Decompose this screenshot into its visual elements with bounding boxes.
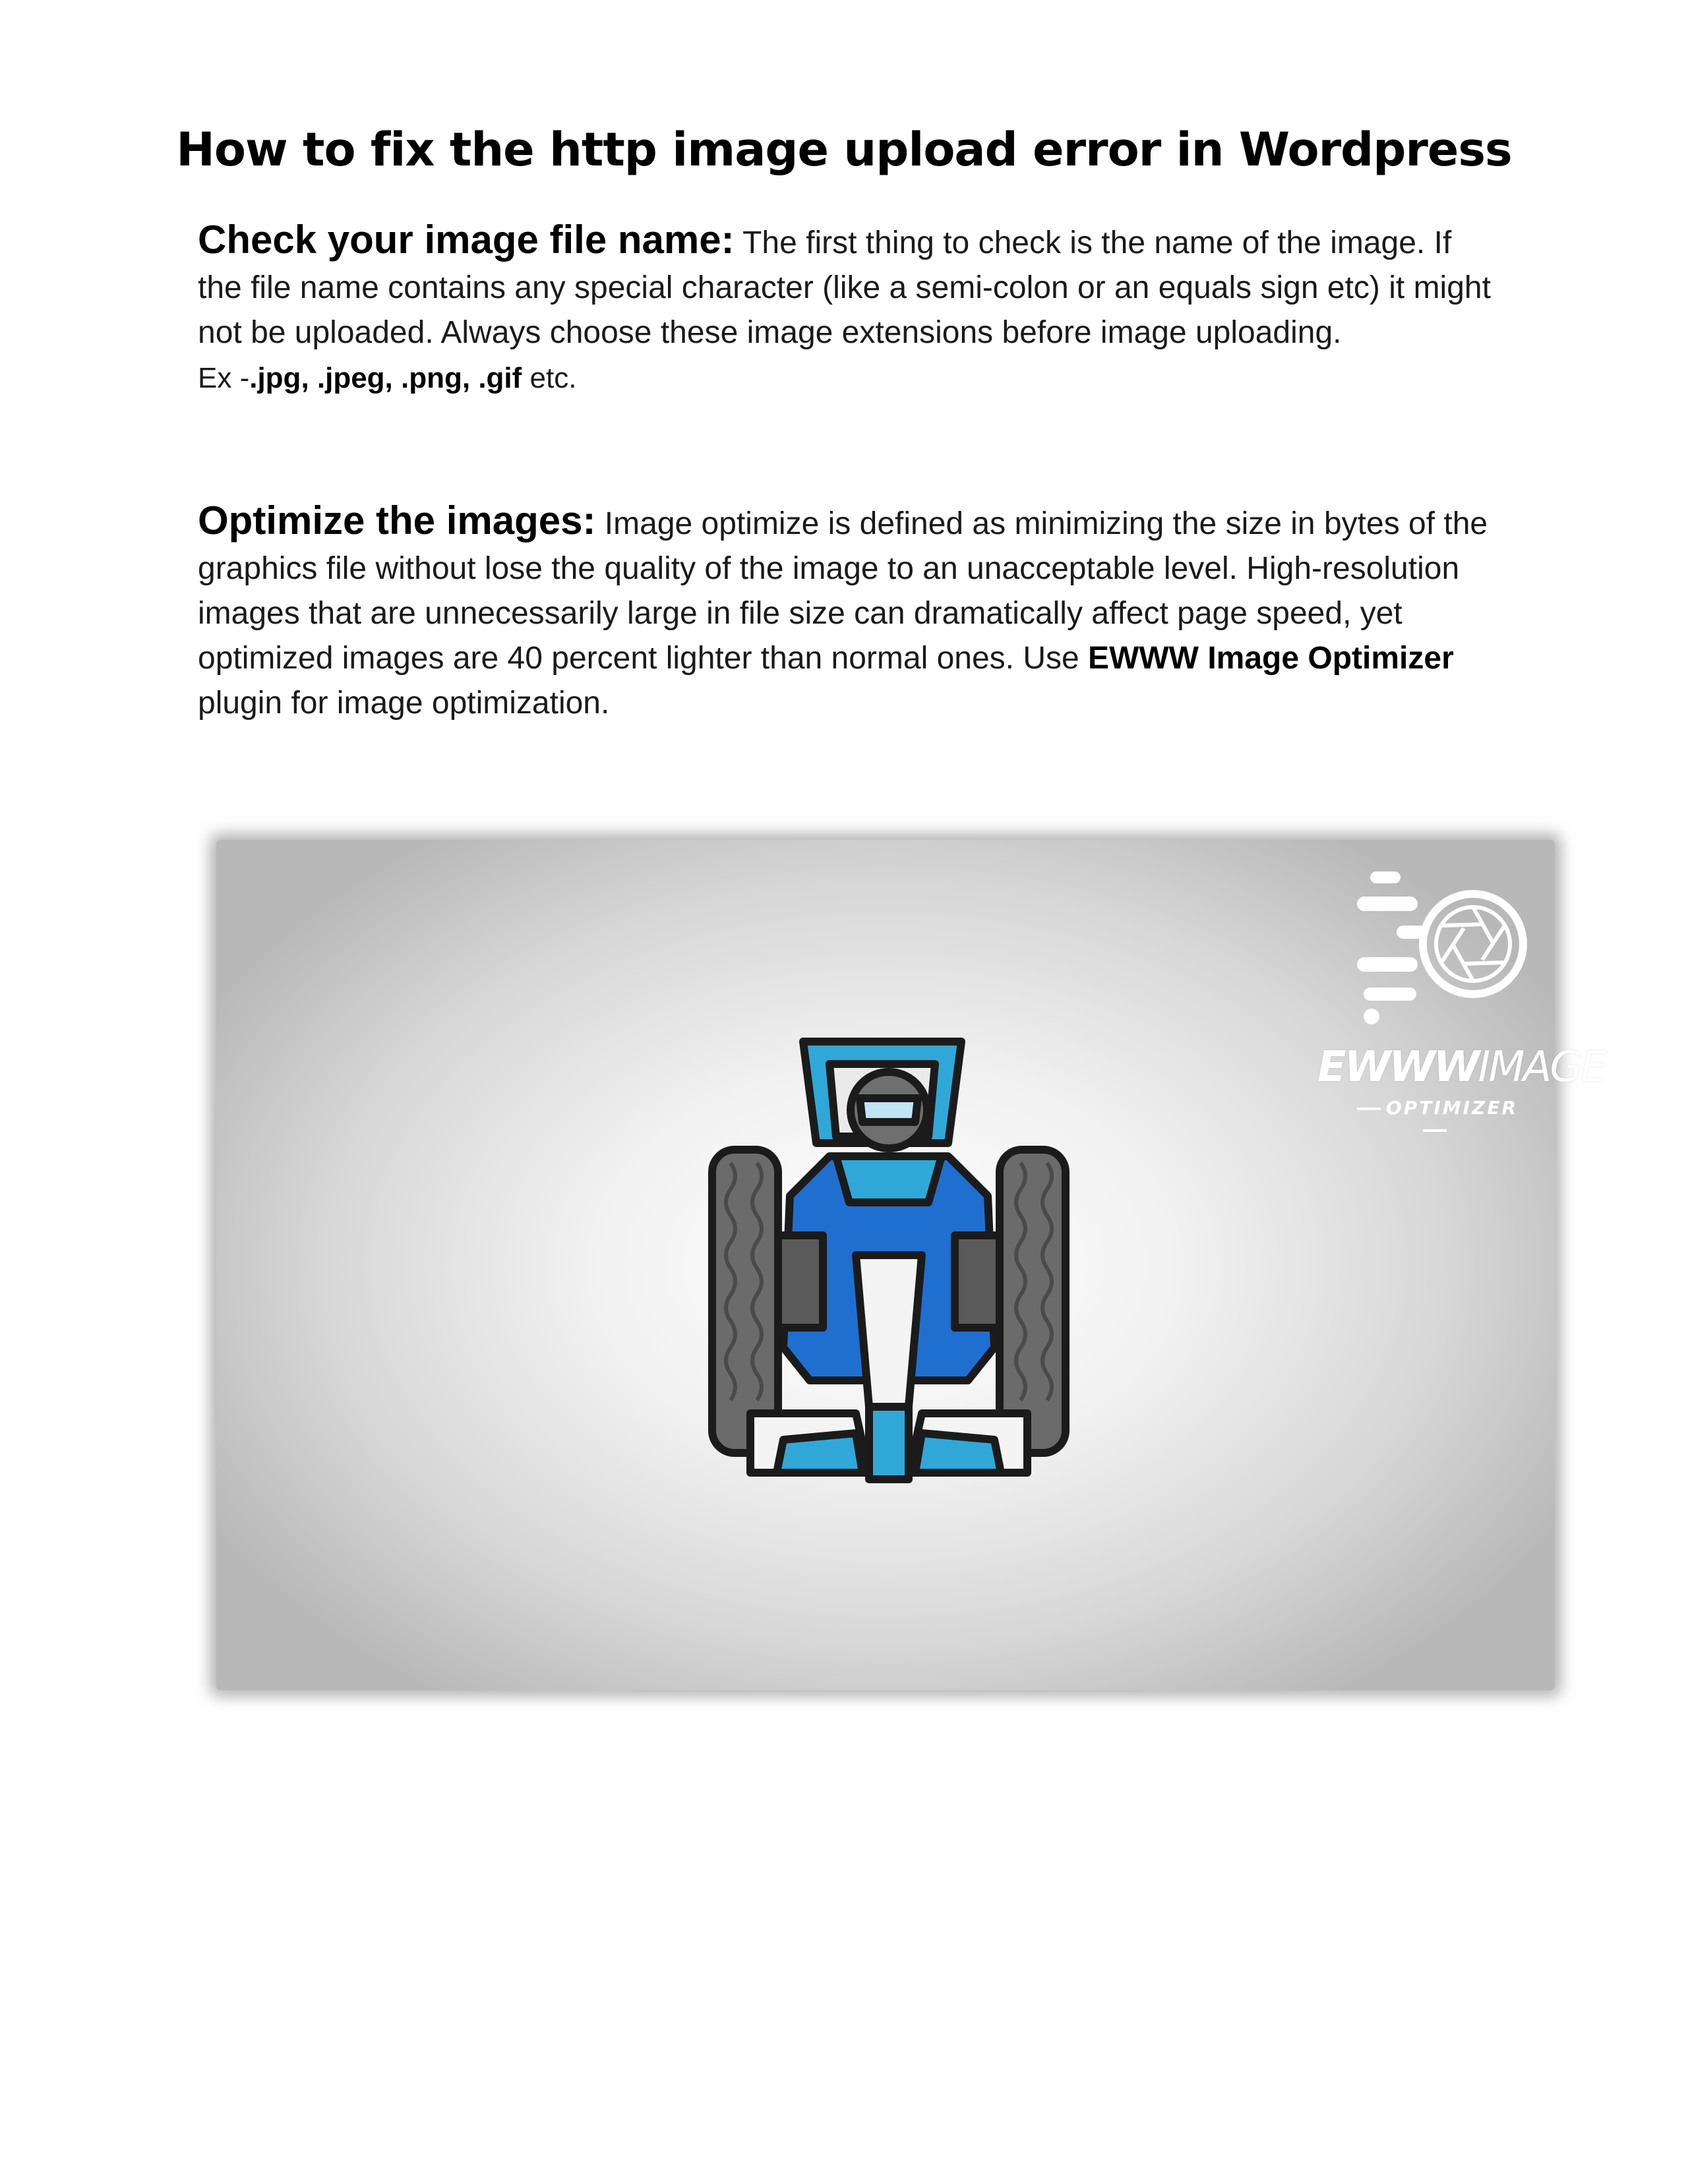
ex-extensions: .jpg, .jpeg, .png, .gif	[249, 362, 522, 394]
section-heading: Optimize the images:	[198, 498, 596, 543]
logo-subtitle: OPTIMIZER	[1349, 1097, 1521, 1140]
race-car-icon	[704, 1038, 1073, 1499]
logo-wordmark	[1317, 1043, 1606, 1092]
extensions-example	[198, 362, 576, 394]
logo-word-light: IMAGE	[1478, 1043, 1606, 1092]
ex-suffix: etc.	[522, 362, 577, 394]
section-optimize-images	[198, 498, 1503, 726]
section-body: The first thing to check is the name of the image. If the file name contains any special character (like a semi-colon or an equals sign etc) it might not be uploaded. Always choose these image extensions before image uploading.	[198, 225, 1491, 350]
section-check-file-name	[198, 218, 1503, 401]
logo-word-bold: EWWW	[1317, 1043, 1478, 1092]
page-title: How to fix the http image upload error in Wordpress	[176, 123, 1512, 177]
ewww-optimizer-banner-image	[216, 840, 1606, 1690]
section-heading: Check your image file name:	[198, 218, 735, 262]
camera-aperture-icon	[1357, 865, 1528, 1036]
section-tail: plugin for image optimization.	[198, 686, 610, 721]
section-body: Image optimize is defined as minimizing the size in bytes of the graphics file without lose the quality of the image to an unacceptable level. High-resolution images that are unnecessarily large in file size can dramatically affect page speed, yet optimized images are 40 percent lighter than normal ones. Use	[198, 506, 1488, 676]
ewww-logo	[1317, 865, 1606, 1142]
plugin-name: EWWW Image Optimizer	[1088, 641, 1454, 676]
ex-prefix: Ex -	[198, 362, 250, 394]
